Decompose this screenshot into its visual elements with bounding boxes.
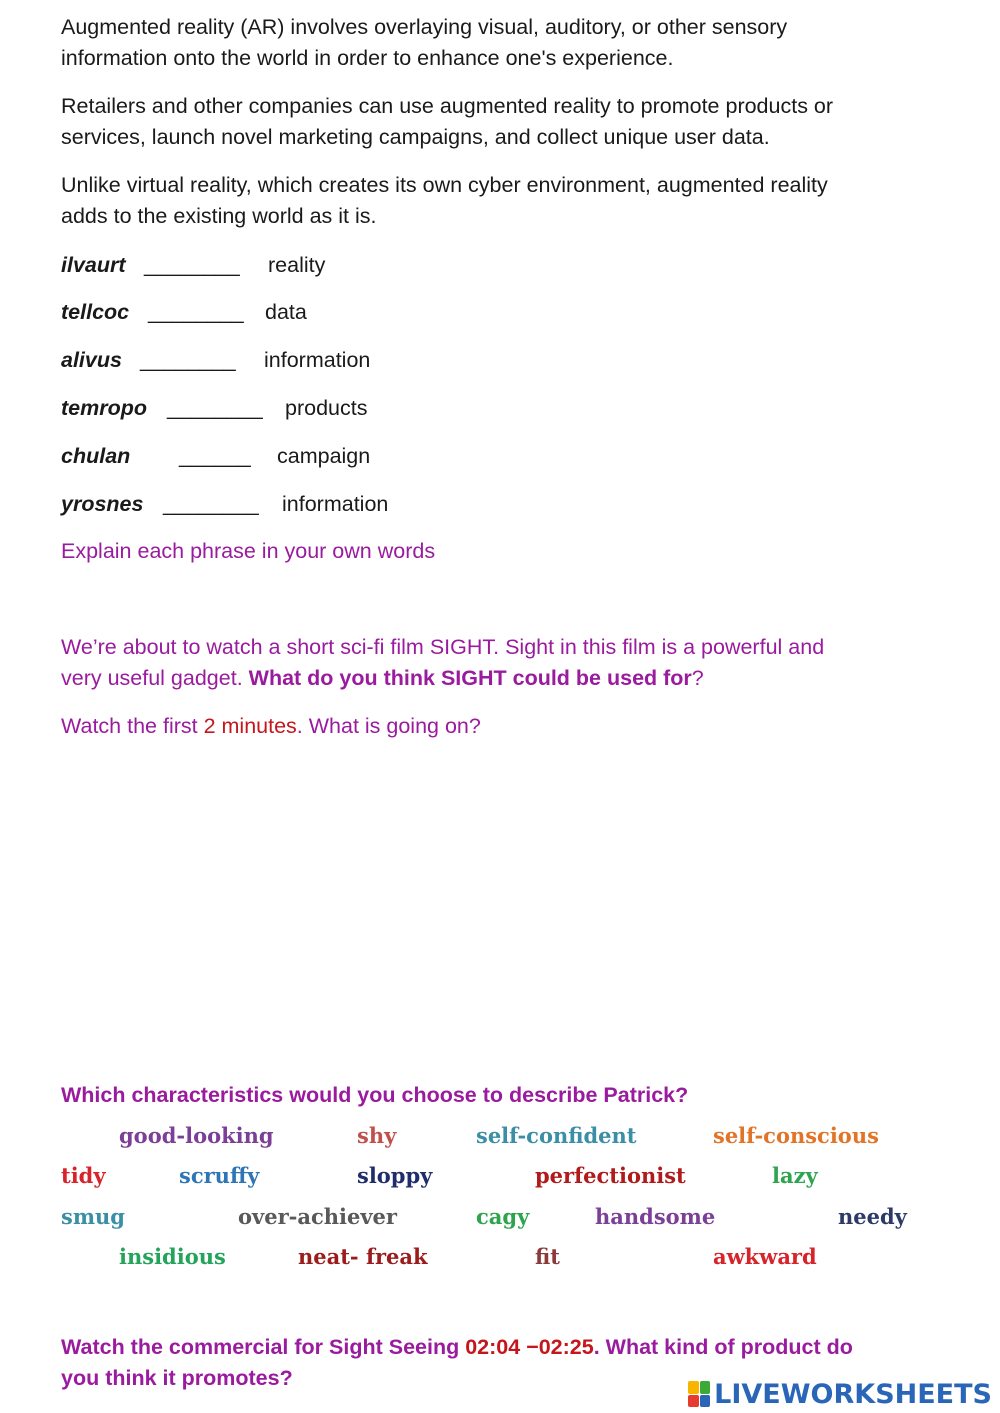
vocab-blank[interactable]: ________ xyxy=(140,348,236,372)
liveworksheets-logo-icon xyxy=(688,1381,710,1407)
film-line2 xyxy=(61,663,941,694)
logo-square xyxy=(688,1381,699,1394)
trait-word[interactable]: lazy xyxy=(772,1163,818,1188)
trait-word[interactable]: needy xyxy=(838,1204,907,1229)
vocab-meaning: information xyxy=(264,348,371,372)
liveworksheets-logo[interactable] xyxy=(688,1378,992,1410)
commercial-start: Watch the commercial for Sight Seeing xyxy=(61,1335,466,1359)
trait-word[interactable]: tidy xyxy=(61,1163,106,1188)
trait-word[interactable]: perfectionist xyxy=(535,1163,686,1188)
vocab-blank[interactable]: ________ xyxy=(163,492,259,516)
intro-p1-line1: Augmented reality (AR) involves overlaying visual, auditory, or other sensory xyxy=(61,15,788,39)
watch-duration: 2 minutes xyxy=(203,714,297,738)
logo-square xyxy=(700,1381,711,1394)
vocab-meaning: campaign xyxy=(277,444,371,468)
trait-word[interactable]: shy xyxy=(357,1123,397,1148)
vocab-meaning: products xyxy=(285,396,368,420)
trait-word[interactable]: over-achiever xyxy=(238,1204,397,1229)
vocab-word: temropo xyxy=(61,396,147,420)
logo-square xyxy=(688,1395,699,1408)
vocab-word: ilvaurt xyxy=(61,253,126,277)
film-question-mark: ? xyxy=(691,666,704,690)
film-prompt xyxy=(61,632,941,694)
vocab-blank[interactable]: ________ xyxy=(167,396,263,420)
watch-end: . What is going on? xyxy=(296,714,481,738)
traits-question: Which characteristics would you choose to describe Patrick? xyxy=(61,1083,689,1107)
trait-word[interactable]: cagy xyxy=(476,1204,530,1229)
commercial-line1 xyxy=(61,1332,941,1363)
intro-p3-line1: Unlike virtual reality, which creates its own cyber environment, augmented reality xyxy=(61,173,828,197)
intro-p1-line2: information onto the world in order to enhance one's experience. xyxy=(61,46,674,70)
intro-p3-line2: adds to the existing world as it is. xyxy=(61,204,377,228)
trait-word[interactable]: awkward xyxy=(713,1244,817,1269)
commercial-timecode: 02:04 −02:25 xyxy=(465,1335,594,1359)
vocab-meaning: information xyxy=(282,492,389,516)
logo-square xyxy=(700,1395,711,1408)
film-line1: We’re about to watch a short sci-fi film SIGHT. Sight in this film is a powerful and xyxy=(61,635,825,659)
trait-word[interactable]: scruffy xyxy=(179,1163,260,1188)
trait-word[interactable]: fit xyxy=(535,1244,560,1269)
trait-word[interactable]: sloppy xyxy=(357,1163,433,1188)
film-line2-start: very useful gadget. xyxy=(61,666,249,690)
trait-word[interactable]: insidious xyxy=(119,1244,226,1269)
vocab-word: yrosnes xyxy=(61,492,144,516)
trait-word[interactable]: self-conscious xyxy=(713,1123,879,1148)
watch-start: Watch the first xyxy=(61,714,204,738)
brand-name: LIVEWORKSHEETS xyxy=(714,1378,992,1410)
vocab-word: alivus xyxy=(61,348,122,372)
commercial-line2: you think it promotes? xyxy=(61,1366,293,1390)
trait-word[interactable]: smug xyxy=(61,1204,125,1229)
vocab-blank[interactable]: ________ xyxy=(144,253,240,277)
intro-paragraph-2 xyxy=(61,91,941,153)
intro-paragraph-3 xyxy=(61,170,941,232)
explain-instruction: Explain each phrase in your own words xyxy=(61,539,436,563)
trait-word[interactable]: good-looking xyxy=(119,1123,274,1148)
vocab-word: chulan xyxy=(61,444,131,468)
trait-word[interactable]: handsome xyxy=(595,1204,716,1229)
vocab-meaning: reality xyxy=(268,253,326,277)
vocab-word: tellcoc xyxy=(61,300,130,324)
film-question: What do you think SIGHT could be used for xyxy=(248,666,692,690)
commercial-end: . What kind of product do xyxy=(593,1335,853,1359)
trait-word[interactable]: neat- freak xyxy=(298,1244,428,1269)
vocab-meaning: data xyxy=(265,300,307,324)
vocab-blank[interactable]: ______ xyxy=(179,444,251,468)
trait-word[interactable]: self-confident xyxy=(476,1123,637,1148)
intro-p2-line2: services, launch novel marketing campaigns, and collect unique user data. xyxy=(61,125,770,149)
intro-paragraph-1 xyxy=(61,12,941,74)
watch-prompt xyxy=(61,711,941,742)
vocab-blank[interactable]: ________ xyxy=(148,300,244,324)
intro-p2-line1: Retailers and other companies can use augmented reality to promote products or xyxy=(61,94,834,118)
